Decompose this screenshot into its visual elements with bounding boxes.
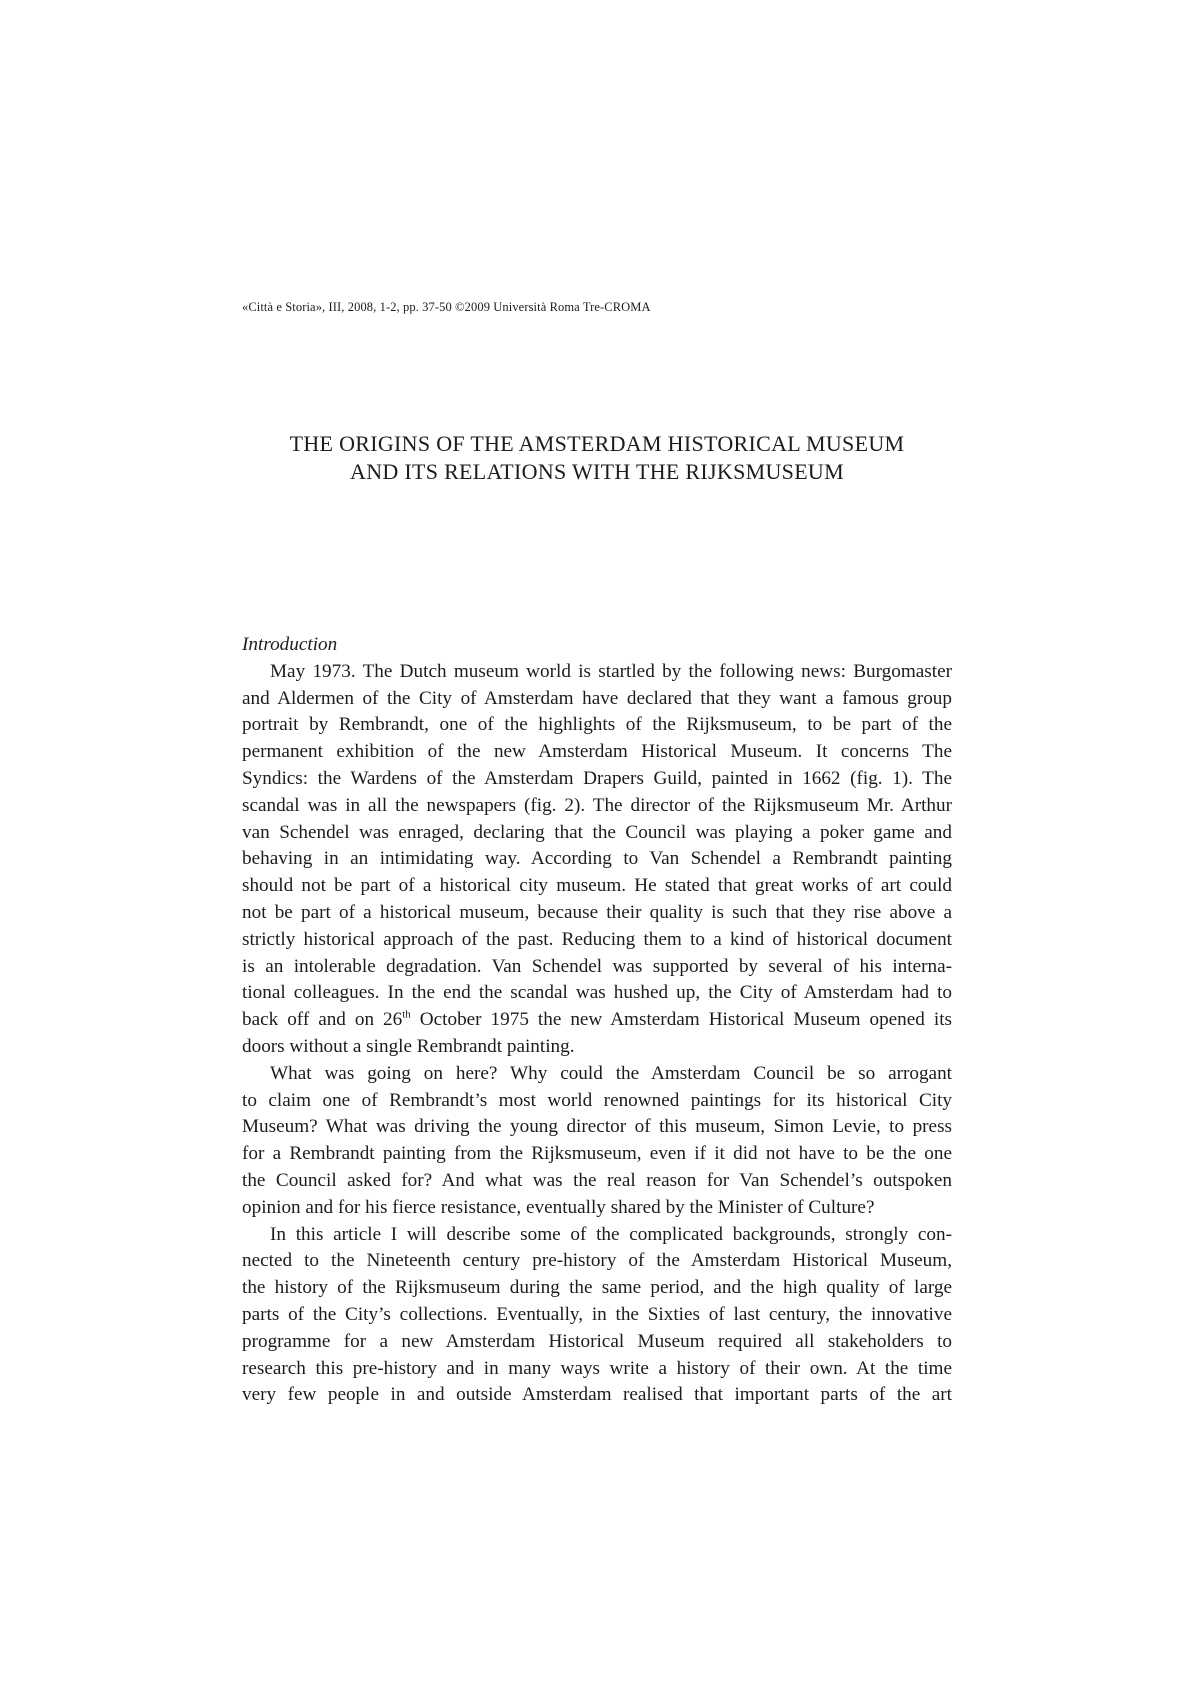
- paragraph-line: What was going on here? Why could the Amsterdam Council be so arrogant: [270, 1062, 952, 1084]
- section-heading: Introduction: [242, 634, 338, 655]
- paragraph-line: is an intolerable degradation. Van Schendel was supported by several of his interna-: [242, 955, 952, 977]
- paragraph-line: programme for a new Amsterdam Historical Museum required all stakeholders to: [242, 1330, 952, 1352]
- paragraph-line-date: [242, 1007, 952, 1034]
- ordinal-superscript: th: [402, 1008, 411, 1021]
- paragraph-line: May 1973. The Dutch museum world is startled by the following news: Burgomaster: [270, 660, 952, 682]
- paragraph-line: permanent exhibition of the new Amsterdam Historical Museum. It concerns The: [242, 741, 952, 763]
- paragraph-line: doors without a single Rembrandt painting.: [242, 1035, 575, 1057]
- paragraph-1: [242, 659, 952, 1061]
- paragraph-line: opinion and for his fierce resistance, eventually shared by the Minister of Culture?: [242, 1196, 875, 1218]
- paragraph-line: and Aldermen of the City of Amsterdam have declared that they want a famous group: [242, 687, 952, 709]
- paragraph-line: scandal was in all the newspapers (fig. 2). The director of the Rijksmuseum Mr. Arthur: [242, 794, 952, 816]
- article-title-line-1: THE ORIGINS OF THE AMSTERDAM HISTORICAL MUSEUM: [289, 431, 905, 456]
- article-body: [242, 632, 952, 1409]
- paragraph-line: not be part of a historical museum, because their quality is such that they rise above a: [242, 901, 952, 923]
- paragraph-line: should not be part of a historical city museum. He stated that great works of art could: [242, 875, 952, 897]
- paragraph-line: the history of the Rijksmuseum during the same period, and the high quality of large: [242, 1277, 952, 1299]
- paragraph-3: [242, 1222, 952, 1410]
- date-text-after: October 1975 the new Amsterdam Historical Museum opened its: [410, 1009, 952, 1031]
- paragraph-line: van Schendel was enraged, declaring that the Council was playing a poker game and: [242, 821, 952, 843]
- paragraph-line: to claim one of Rembrandt’s most world renowned paintings for its historical City: [242, 1089, 952, 1111]
- date-text-before: back off and on 26: [242, 1009, 403, 1031]
- article-title-line-2: AND ITS RELATIONS WITH THE RIJKSMUSEUM: [350, 459, 844, 484]
- paragraph-line: strictly historical approach of the past. Reducing them to a kind of historical document: [242, 928, 952, 950]
- paragraph-line: for a Rembrandt painting from the Rijksmuseum, even if it did not have to be the one: [242, 1143, 952, 1165]
- paragraph-line: Museum? What was driving the young director of this museum, Simon Levie, to press: [242, 1116, 952, 1138]
- paragraph-line: portrait by Rembrandt, one of the highlights of the Rijksmuseum, to be part of the: [242, 714, 952, 736]
- paragraph-line: tional colleagues. In the end the scandal was hushed up, the City of Amsterdam had to: [242, 982, 952, 1004]
- paragraph-line: Syndics: the Wardens of the Amsterdam Drapers Guild, painted in 1662 (fig. 1). The: [242, 767, 952, 789]
- paragraph-line: nected to the Nineteenth century pre-history of the Amsterdam Historical Museum,: [242, 1250, 952, 1272]
- paragraph-line: In this article I will describe some of the complicated backgrounds, strongly con-: [270, 1223, 952, 1245]
- journal-reference: «Città e Storia», III, 2008, 1-2, pp. 37-50 ©2009 Università Roma Tre-CROMA: [242, 300, 651, 314]
- paragraph-line: research this pre-history and in many ways write a history of their own. At the time: [242, 1357, 952, 1379]
- paragraph-line: parts of the City’s collections. Eventually, in the Sixties of last century, the innovative: [242, 1303, 952, 1325]
- paragraph-line: the Council asked for? And what was the real reason for Van Schendel’s outspoken: [242, 1169, 952, 1191]
- paragraph-line: behaving in an intimidating way. According to Van Schendel a Rembrandt painting: [242, 848, 952, 870]
- paragraph-line: very few people in and outside Amsterdam realised that important parts of the art: [242, 1384, 952, 1406]
- paragraph-2: [242, 1061, 952, 1222]
- article-title: [242, 430, 952, 486]
